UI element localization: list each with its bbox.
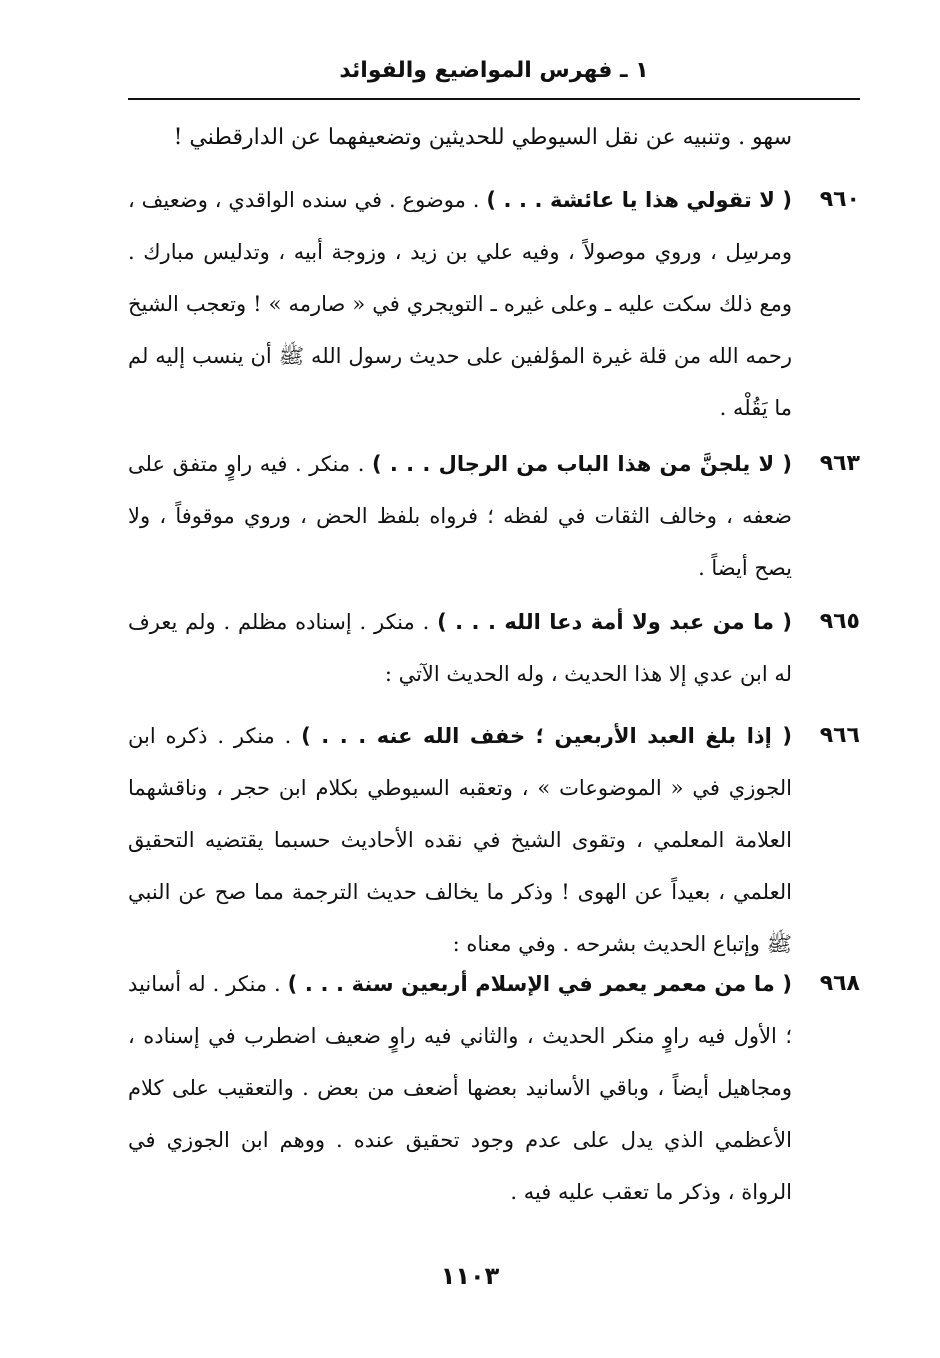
entry-number: ٩٦٠ (819, 187, 860, 212)
entry-text (128, 174, 792, 434)
entry-title: ( لا تقولي هذا يا عائشة . . . ) (486, 188, 792, 212)
entry-title: ( ما من عبد ولا أمة دعا الله . . . ) (437, 610, 792, 634)
page-number: ١١٠٣ (440, 1262, 500, 1290)
entry-text (128, 710, 792, 970)
entry-number: ٩٦٦ (819, 723, 860, 748)
entry-number: ٩٦٨ (819, 971, 860, 996)
entry-number: ٩٦٣ (819, 451, 860, 476)
entry-number: ٩٦٥ (819, 609, 860, 634)
entry-text (128, 596, 792, 700)
running-title: ١ ـ فهرس المواضيع والفوائد (339, 58, 649, 83)
header-rule (128, 98, 860, 100)
entry-title: ( لا يلجنَّ من هذا الباب من الرجال . . . ) (372, 452, 792, 476)
entry-description: . منكر . ذكره ابن الجوزي في « الموضوعات » ، وتعقبه السيوطي بكلام ابن حجر ، وناقشهما العلامة المعلمي ، وتقوى الشيخ في نقده الأحاديث حسبما يقتضيه التحقيق العلمي ، بعيداً عن الهوى ! وذكر ما يخالف حديث الترجمة مما صح عن النبي ﷺ وإتباع الحديث بشرحه . وفي معناه : (128, 724, 792, 956)
entry-description: . منكر . له أسانيد ؛ الأول فيه راوٍ منكر الحديث ، والثاني فيه راوٍ ضعيف اضطرب في إسناده ، ومجاهيل أيضاً ، وباقي الأسانيد بعضها أضعف من بعض . والتعقيب على كلام الأعظمي الذي يدل على عدم وجود تحقيق عنده . ووهم ابن الجوزي في الرواة ، وذكر ما تعقب عليه فيه . (128, 972, 792, 1204)
entry-title: ( إذا بلغ العبد الأربعين ؛ خفف الله عنه . . . ) (301, 724, 792, 748)
entry-description: . منكر . إسناده مظلم . ولم يعرف له ابن عدي إلا هذا الحديث ، وله الحديث الآتي : (128, 610, 792, 686)
entry-description: . منكر . فيه راوٍ متفق على ضعفه ، وخالف الثقات في لفظه ؛ فرواه بلفظ الحض ، وروي موقوفاً ، ولا يصح أيضاً . (128, 452, 792, 580)
entry-text (128, 958, 792, 1218)
entry-text (128, 438, 792, 594)
entry-title: ( ما من معمر يعمر في الإسلام أربعين سنة . . . ) (287, 972, 793, 996)
entry-description: . موضوع . في سنده الواقدي ، وضعيف ، ومرسِل ، وروي موصولاً ، وفيه علي بن زيد ، وزوجة أبيه ، وتدليس مبارك . ومع ذلك سكت عليه ـ وعلى غيره ـ التويجري في « صارمه » ! وتعجب الشيخ رحمه الله من قلة غيرة المؤلفين على حديث رسول الله ﷺ أن ينسب إليه لم ما يَقُلْه . (128, 188, 792, 420)
continuation-text: سهو . وتنبيه عن نقل السيوطي للحديثين وتضعيفهما عن الدارقطني ! (173, 125, 792, 150)
